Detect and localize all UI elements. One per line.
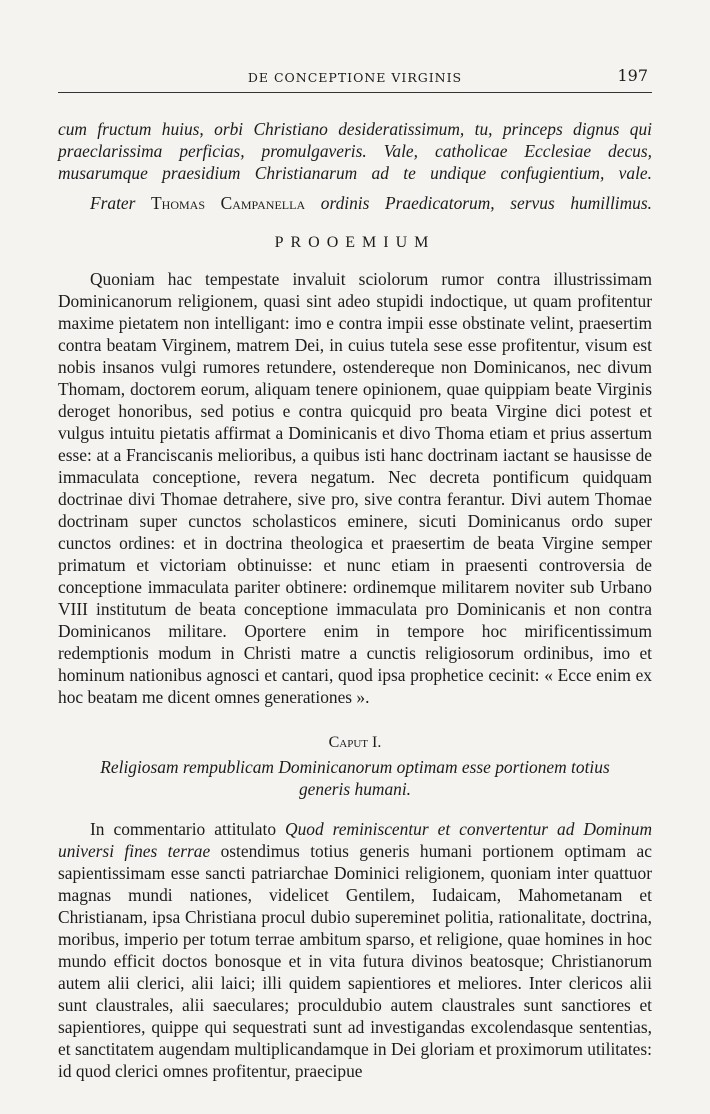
- chapter-title-line2: generis humani.: [298, 779, 412, 799]
- chapter-text-part2: ostendimus totius generis humani portionem optimam ac sapientissimam esse sancti patriarchae Dominici religionem, quoniam inter quattuor magnas mundi nationes, videlicet Gentilem, Iudaicam, Mahometanam et Christianam, ipsa Christiana procul dubio supereminet politia, rationalitate, doctrina, moribus, imperio per totum terrae ambitum sparso, et religione, quae homines in hoc mundo efficit doctos bonosque et in vita futura divinos beatosque; Christianorum autem alii clerici, alii laici; illi quidem sapientiores et meliores. Inter clericos alii sunt claustrales, alii saeculares; proculdubio autem claustrales sunt sanctiores et sapientiores, quippe qui sequestrati sunt ad investigandas excolendasque sententias, et sanctitatem augendam multiplicandamque in Dei gloriam et proximorum utilitates: id quod clerici omnes profitentur, praecipue: [58, 841, 652, 1081]
- prooemium-heading: PROOEMIUM: [274, 234, 436, 251]
- chapter-title-line1: Religiosam rempublicam Dominicanorum optimam esse portionem totius: [100, 757, 610, 777]
- page-number: 197: [617, 66, 648, 85]
- signature-suffix: ordinis Praedicatorum, servus humillimus.: [305, 193, 652, 213]
- signature-prefix: Frater: [90, 193, 152, 213]
- chapter-heading: Caput I.: [328, 734, 382, 751]
- chapter-text-part1: In commentario attitulato: [90, 819, 286, 839]
- running-header: [58, 66, 652, 93]
- body-text: [58, 118, 652, 1082]
- signature: [58, 192, 652, 214]
- chapter-paragraph: [58, 818, 652, 1082]
- commentary-title: Quod reminiscentur et convertentur ad Dominum universi fines terrae: [58, 819, 652, 861]
- running-title: DE CONCEPTIONE VIRGINIS: [247, 70, 463, 85]
- prooemium-paragraph: Quoniam hac tempestate invaluit sciolorum rumor contra illustrissimam Dominicanorum religionem, quasi sint adeo stupidi indoctique, ut quam profitentur maxime pietatem non intelligant: imo e contra impii esse obstinate velint, praesertim contra beatam Virginem, matrem Dei, in cuius tutela sese esse profitentur, visum est nobis insanos vulgi rumores retundere, ostendereque non Dominicanos, nec divum Thomam, doctorem eorum, aliquam tenere opinionem, quae quippiam beate Virginis deroget honoribus, sed potius e contra quicquid pro beata Virgine dici potest et vulgus intuitu pietatis affirmat a Dominicanis et divo Thoma etiam et prius assertum esse: at a Franciscanis melioribus, a quibus isti hanc doctrinam iactant se hausisse de immaculata conceptione, revera negatum. Nec decreta pontificum quidquam doctrinae divi Thomae detrahere, sive pro, sive contra ferantur. Divi autem Thomae doctrinam super cunctos scholasticos eminere, sicuti Dominicanus ordo super cunctos ordines: et in doctrina theologica et praesertim de beata Virgine semper primatum et victoriam obtinuisse: et nunc etiam in praesenti controversia de conceptione immaculata pariter obtinere: ordinemque militarem noviter sub Urbano VIII institutum de beata conceptione immaculata pro Dominicanis et non contra Dominicanos militare. Oportere enim in tempore hoc mirificentissimum redemptionis modum in Christi matre a cunctis religiosorum ordinibus, imo et hominum nationibus agnosci et cantari, quod ipsa prophetice cecinit: « Ecce enim ex hoc beatam me dicent omnes generationes ».: [58, 269, 652, 707]
- dedication-closing: cum fructum huius, orbi Christiano desideratissimum, tu, princeps dignus qui praeclarissima perficias, promulgaveris. Vale, catholicae Ecclesiae decus, musarumque praesidium Christianarum ad te undique confugientium, vale.: [58, 119, 652, 183]
- signature-name: Thomas Campanella: [151, 193, 306, 213]
